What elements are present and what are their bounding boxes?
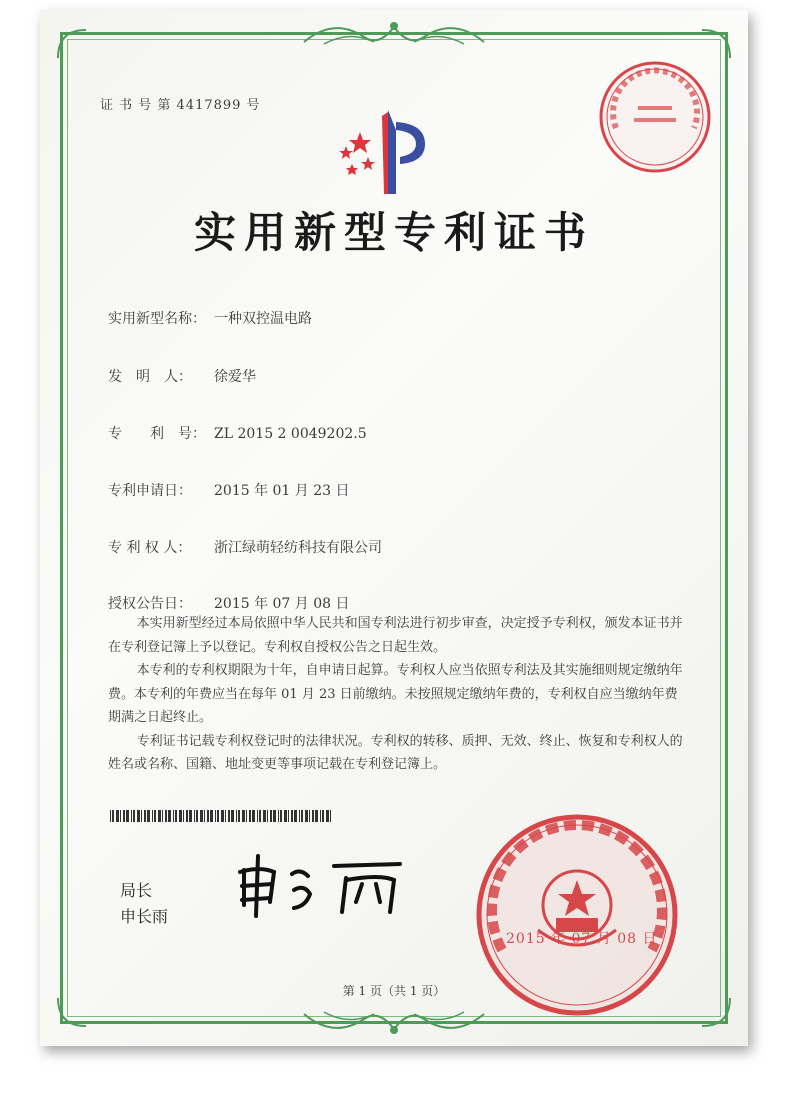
signature-icon	[230, 850, 420, 920]
field-application-date	[108, 480, 350, 500]
page-title: 实用新型专利证书	[193, 208, 594, 257]
field-label: 专 利 号：	[108, 426, 206, 442]
field-inventor	[108, 366, 256, 386]
corner-ornament-icon	[54, 994, 90, 1030]
field-label: 专利申请日：	[108, 483, 192, 499]
field-value: 2015 年 01 月 23 日	[214, 483, 350, 499]
field-value: 徐爱华	[214, 369, 256, 385]
signatory-title: 局长	[120, 881, 153, 900]
certificate-sheet	[40, 10, 748, 1046]
field-label: 授权公告日：	[108, 596, 192, 612]
patent-office-logo-icon	[330, 102, 450, 197]
field-label: 专 利 权 人：	[108, 540, 192, 556]
corner-ornament-icon	[54, 26, 90, 62]
stamp-icon	[596, 58, 714, 176]
field-value: 浙江绿萌轻纺科技有限公司	[214, 540, 382, 556]
field-utility-model-name	[108, 308, 312, 328]
field-label: 发 明 人：	[108, 369, 192, 385]
corner-ornament-icon	[698, 994, 734, 1030]
body-paragraph: 专利证书记载专利权登记时的法律状况。专利权的转移、质押、无效、终止、恢复和专利权人的姓名或名称、国籍、地址变更等事项记载在专利登记簿上。	[108, 733, 683, 772]
barcode-icon	[110, 810, 332, 822]
corner-ornament-icon	[698, 26, 734, 62]
top-ornament-icon	[294, 12, 494, 52]
signatory-name: 申长雨	[120, 907, 169, 926]
page-number: 第 1 页（共 1 页）	[342, 984, 446, 998]
body-paragraph: 本专利的专利权期限为十年，自申请日起算。专利权人应当依照专利法及其实施细则规定缴纳年费。本专利的年费应当在每年 01 月 23 日前缴纳。未按照规定缴纳年费的，专利权自应当缴纳年费期满之日起终止。	[108, 663, 683, 725]
bottom-ornament-icon	[294, 1004, 494, 1044]
body-paragraph: 本实用新型经过本局依照中华人民共和国专利法进行初步审查，决定授予专利权，颁发本证书并在专利登记簿上予以登记。专利权自授权公告之日起生效。	[108, 616, 683, 655]
certificate-body	[108, 612, 688, 777]
certificate-number: 证 书 号 第 4417899 号	[100, 98, 261, 113]
field-patent-number	[108, 423, 367, 443]
field-value: 2015 年 07 月 08 日	[214, 596, 350, 612]
field-patentee	[108, 537, 382, 557]
field-value: 一种双控温电路	[214, 311, 312, 327]
field-announcement-date	[108, 593, 350, 613]
field-value: ZL 2015 2 0049202.5	[214, 426, 367, 442]
field-label: 实用新型名称：	[108, 311, 206, 327]
seal-date: 2015 年 07 月 08 日	[506, 931, 658, 947]
